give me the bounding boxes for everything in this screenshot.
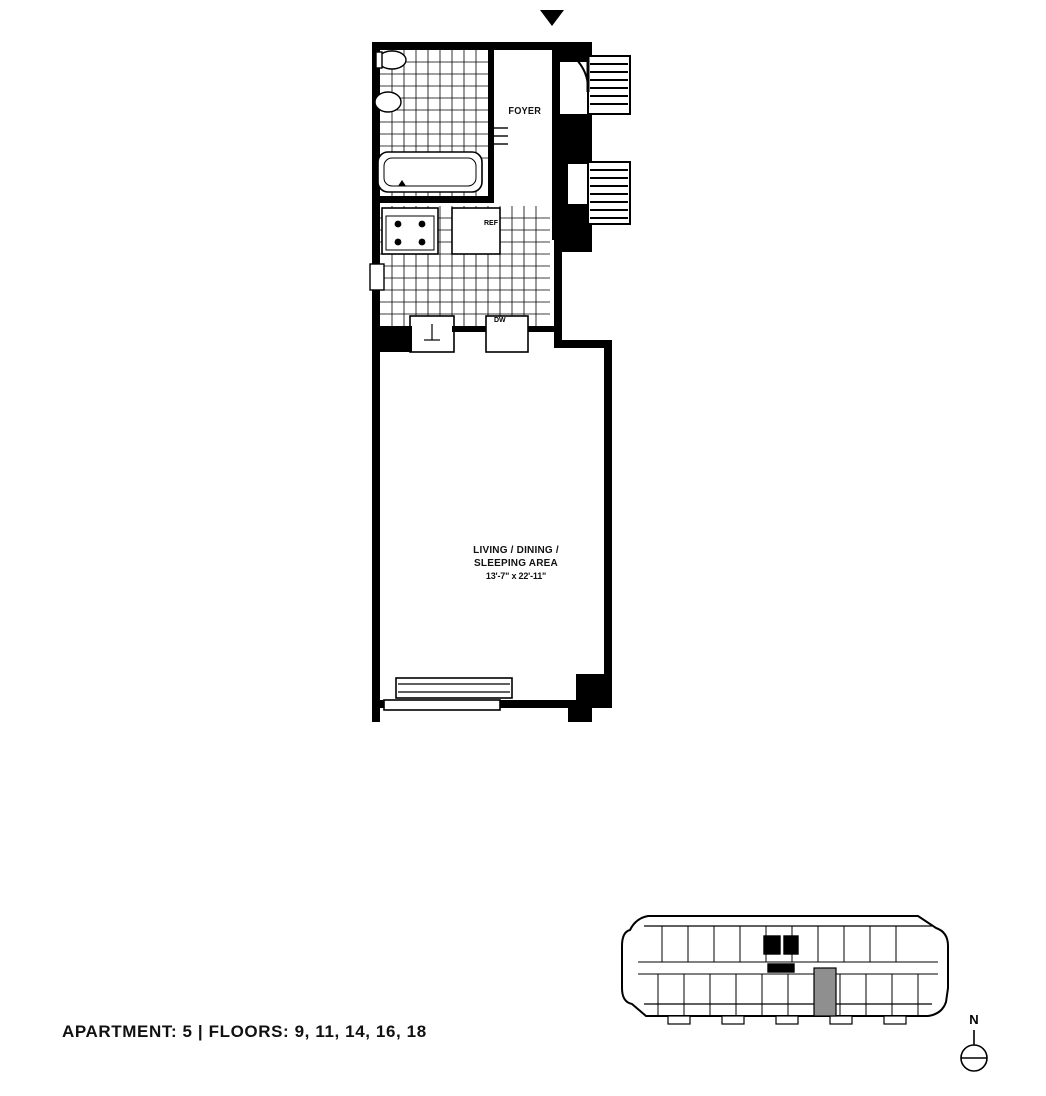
kitchen-wall-bottom-right bbox=[528, 326, 554, 332]
sink-fixture bbox=[375, 92, 401, 112]
shaft-lower-hatch bbox=[590, 170, 628, 218]
north-arrow-letter: N bbox=[969, 1012, 979, 1027]
range-cooktop bbox=[386, 216, 434, 250]
refrigerator-label: REF bbox=[484, 220, 498, 227]
keyplan-highlighted-unit bbox=[814, 968, 836, 1016]
room-label-foyer: FOYER bbox=[508, 106, 542, 117]
building-key-plan bbox=[618, 890, 958, 1040]
main-room-line1: LIVING / DINING / bbox=[473, 545, 559, 556]
north-arrow bbox=[950, 1012, 998, 1078]
apartment-floors-caption: APARTMENT: 5 | FLOORS: 9, 11, 14, 16, 18 bbox=[62, 1022, 427, 1041]
window-opening bbox=[384, 700, 500, 710]
kitchen-wall-bottom-mid bbox=[452, 326, 486, 332]
toilet-tank bbox=[376, 52, 382, 68]
refrigerator-appliance bbox=[452, 208, 500, 254]
apartment-floor-plan-drawing bbox=[340, 10, 660, 750]
room-label-living-dining-sleeping bbox=[451, 544, 581, 583]
bathroom-wall-bottom bbox=[376, 196, 494, 203]
dishwasher-label: DW bbox=[494, 317, 506, 324]
kitchen-wall-bottom-left bbox=[376, 326, 412, 352]
entry-arrow-icon bbox=[540, 10, 564, 26]
bathtub-inner bbox=[384, 158, 476, 186]
main-room-line2: SLEEPING AREA bbox=[474, 558, 558, 569]
dishwasher-appliance bbox=[486, 316, 528, 352]
bottom-right-jog bbox=[576, 674, 608, 704]
window-sill bbox=[396, 678, 512, 698]
keyplan-bays bbox=[668, 1016, 906, 1024]
counter-notch bbox=[370, 264, 384, 290]
bathroom-wall-right bbox=[488, 46, 494, 196]
main-room-dimensions: 13'-7" x 22'-11" bbox=[485, 571, 547, 581]
